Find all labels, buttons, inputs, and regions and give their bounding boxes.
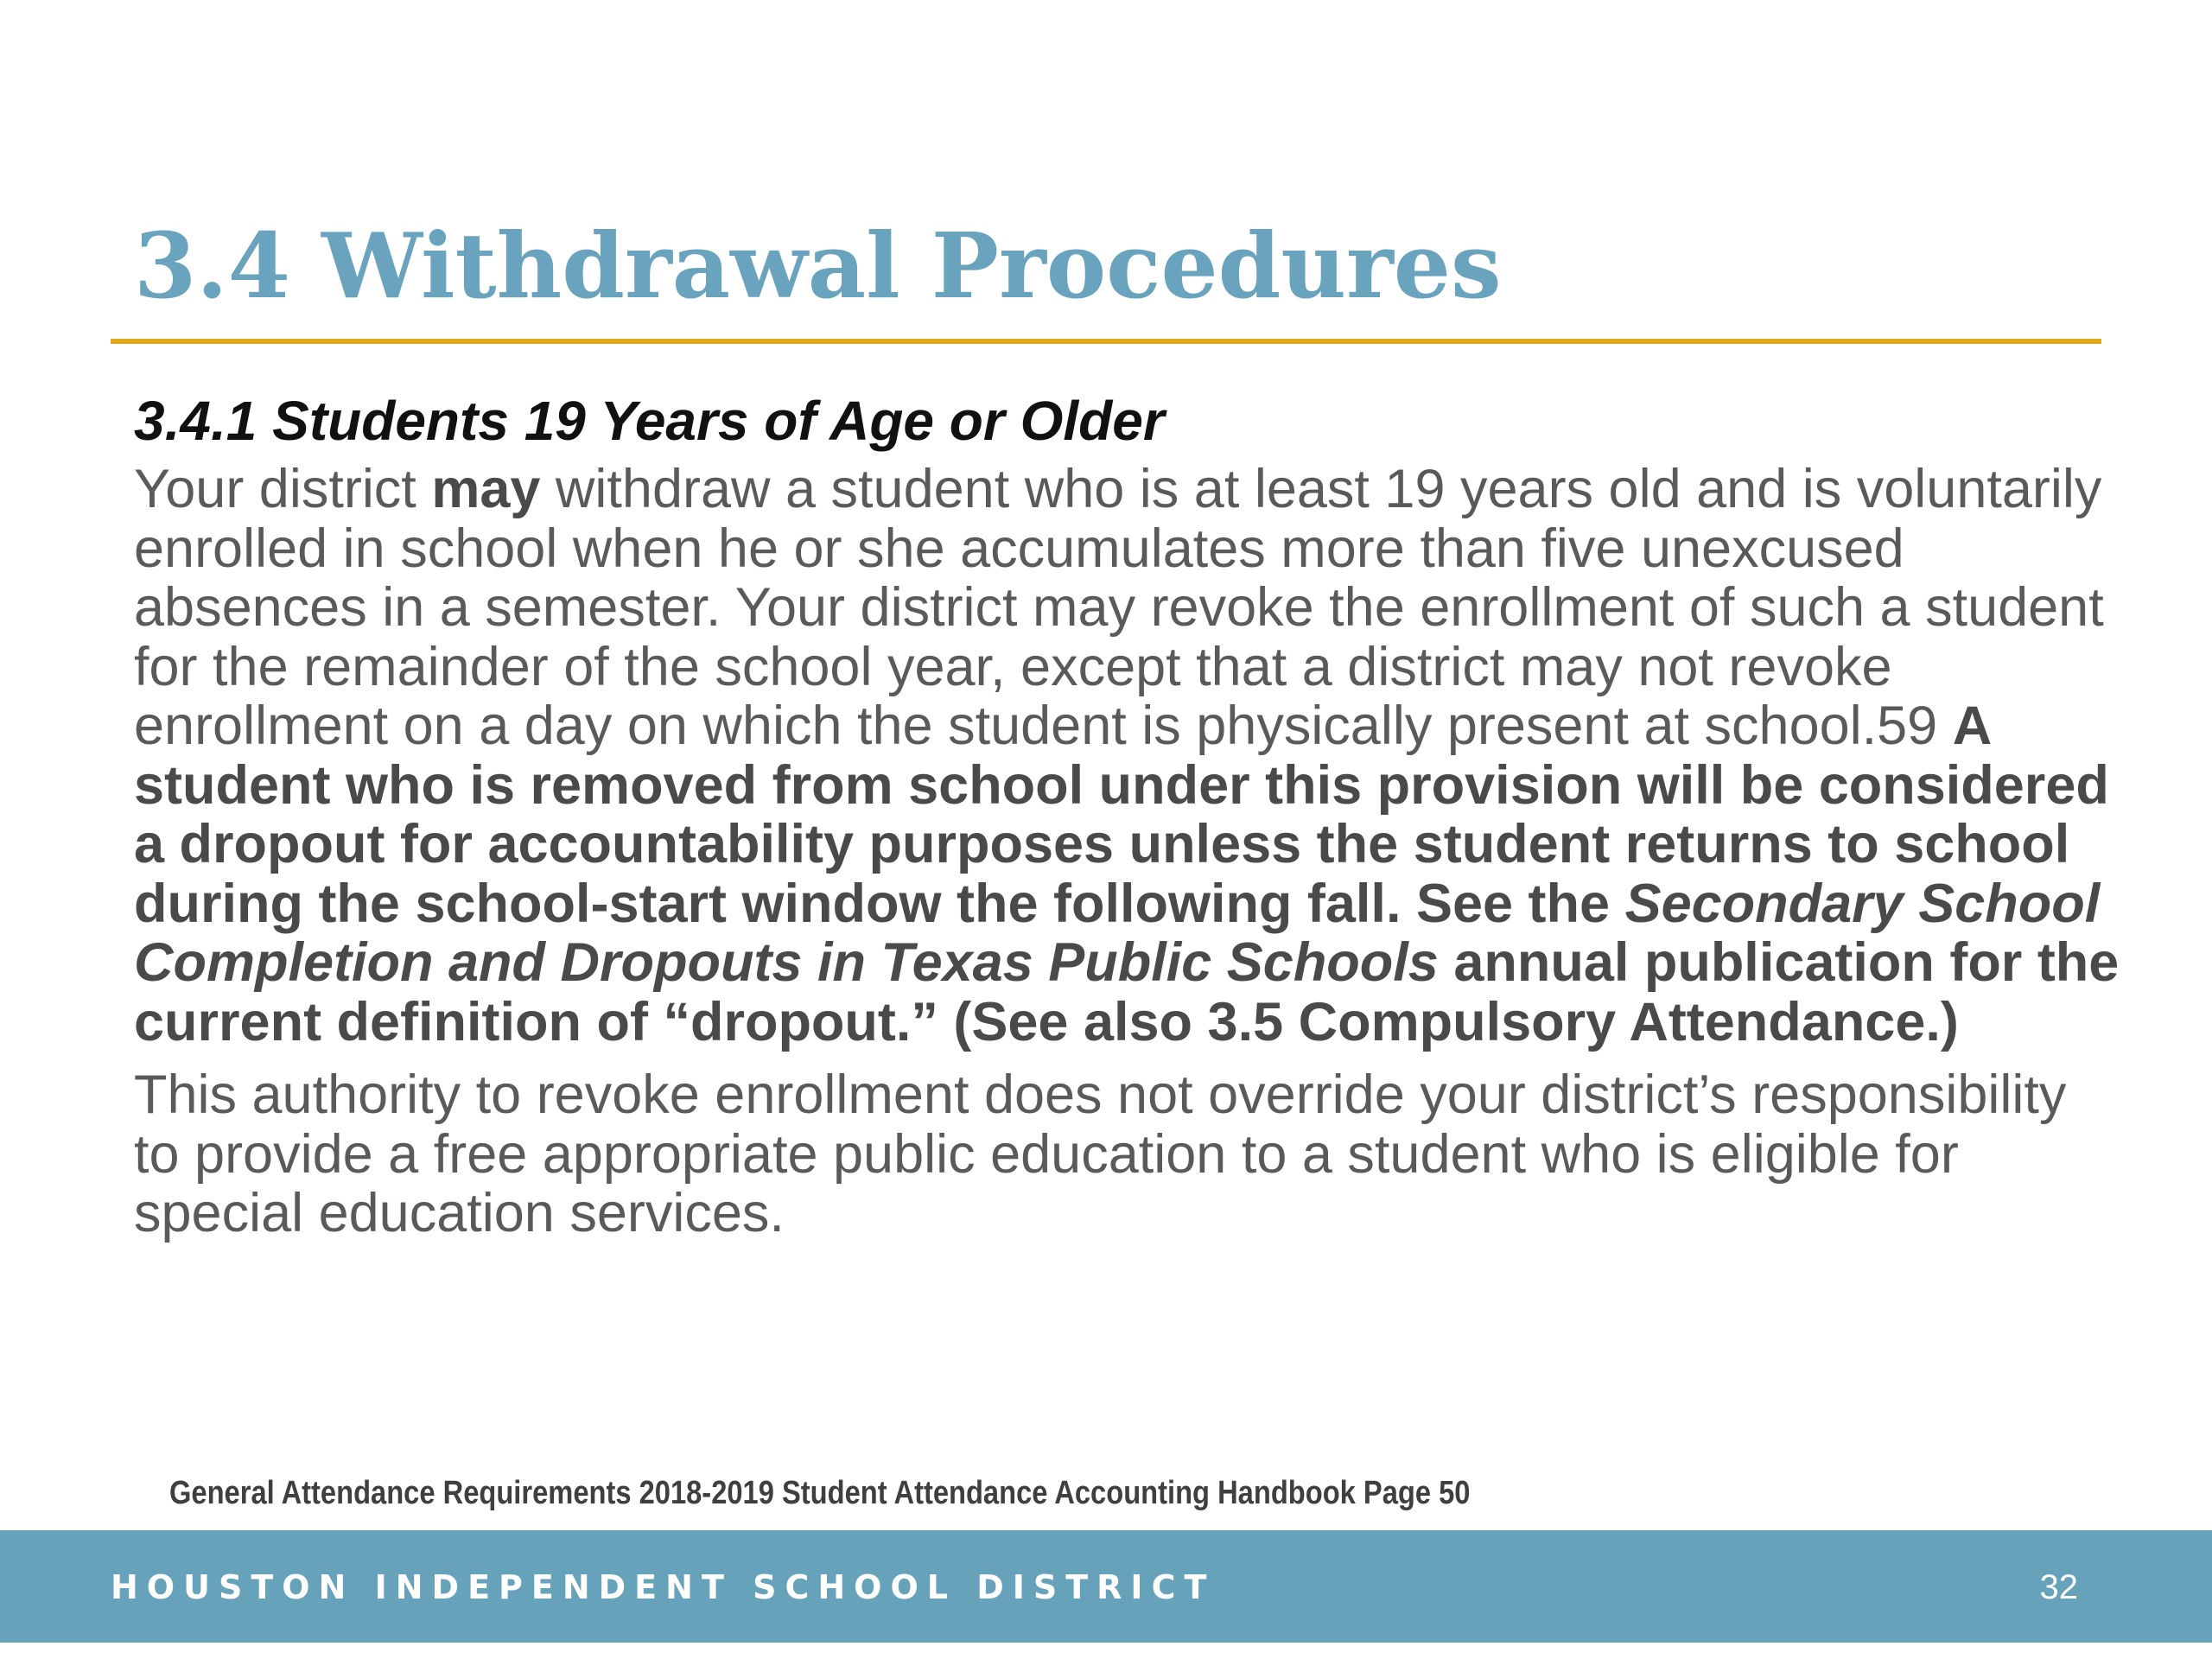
page-number: 32 xyxy=(2039,1568,2078,1606)
emphasis-may: may xyxy=(431,459,541,519)
source-citation: General Attendance Requirements 2018-2019 Student Attendance Accounting Handbook Page 50 xyxy=(169,1475,1471,1511)
title-divider xyxy=(111,339,2101,344)
dropout-statement: A student who is removed from school under this provision will be considered a dropout for accountability purposes unless the student returns to school during the school-start window the following fall. See the xyxy=(134,696,2109,934)
paragraph-text: Your district xyxy=(134,459,432,519)
slide-title: 3.4 Withdrawal Procedures xyxy=(134,213,1502,319)
footer-bar xyxy=(0,1530,2212,1643)
body-paragraph-2: This authority to revoke enrollment does not override your district’s responsibility to provide a free appropriate public education to a student who is eligible for special education services. xyxy=(134,1065,2067,1243)
section-subheading: 3.4.1 Students 19 Years of Age or Older xyxy=(134,390,1165,452)
dropout-statement-end: annual publication for the current definition of “dropout.” (See also 3.5 Compulsory Attendance.) xyxy=(134,932,2120,1052)
body-paragraph-1 xyxy=(134,460,2121,1052)
slide-content xyxy=(134,387,2121,1243)
organization-name: HOUSTON INDEPENDENT SCHOOL DISTRICT xyxy=(111,1568,1216,1606)
publication-title: Secondary School Completion and Dropouts in Texas Public Schools xyxy=(134,873,2101,993)
paragraph-text: withdraw a student who is at least 19 years old and is voluntarily enrolled in school when he or she accumulates more than five unexcused absences in a semester. Your district may revoke the enrollment of such a student for the remainder of the school year, except that a district may not revoke enrollment on a day on which the student is physically present at school.59 xyxy=(134,459,2104,756)
